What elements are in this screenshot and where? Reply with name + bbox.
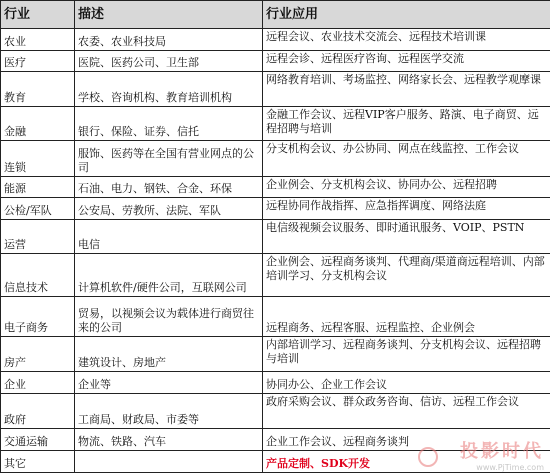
description-cell: 农委、农业科技局 xyxy=(75,29,263,51)
industry-cell: 其它 xyxy=(1,451,75,473)
description-cell: 银行、保险、证券、信托 xyxy=(75,106,263,140)
industry-cell: 农业 xyxy=(1,29,75,51)
application-cell: 远程会诊、远程医疗咨询、远程医学交流 xyxy=(263,50,550,72)
industry-cell: 连锁 xyxy=(1,141,75,177)
header-industry: 行业 xyxy=(1,1,75,29)
table-row xyxy=(1,297,550,337)
description-cell: 公安局、劳教所、法院、军队 xyxy=(75,198,263,220)
description-cell: 企业等 xyxy=(75,371,263,394)
description-cell: 建筑设计、房地产 xyxy=(75,337,263,371)
industry-cell: 运营 xyxy=(1,219,75,253)
table-row xyxy=(1,198,550,220)
table-row xyxy=(1,176,550,198)
table-row xyxy=(1,72,550,106)
description-cell: 学校、咨询机构、教育培训机构 xyxy=(75,72,263,106)
application-cell: 内部培训学习、远程商务谈判、分支机构会议、远程招聘与培训 xyxy=(263,337,550,371)
industry-cell: 政府 xyxy=(1,394,75,428)
application-cell: 企业工作会议、远程商务谈判 xyxy=(263,428,550,451)
industry-cell: 教育 xyxy=(1,72,75,106)
industry-cell: 金融 xyxy=(1,106,75,140)
header-application: 行业应用 xyxy=(263,1,550,29)
table-row xyxy=(1,337,550,371)
application-cell: 金融工作会议、远程VIP客户服务、路演、电子商贸、远程招聘与培训 xyxy=(263,106,550,140)
table-row xyxy=(1,141,550,177)
application-cell: 分支机构会议、办公协同、网点在线监控、工作会议 xyxy=(263,141,550,177)
watermark-logo-icon xyxy=(418,447,438,467)
application-cell: 政府采购会议、群众政务咨询、信访、远程工作会议 xyxy=(263,394,550,428)
industry-cell: 公检/军队 xyxy=(1,198,75,220)
application-cell: 企业例会、分支机构会议、协同办公、远程招聘 xyxy=(263,176,550,198)
table-row xyxy=(1,106,550,140)
application-cell: 企业例会、远程商务谈判、代理商/渠道商远程培训、内部培训学习、分支机构会议 xyxy=(263,254,550,297)
industry-cell: 能源 xyxy=(1,176,75,198)
table-row xyxy=(1,254,550,297)
table-row xyxy=(1,50,550,72)
industry-cell: 交通运输 xyxy=(1,428,75,451)
application-cell: 产品定制、SDK开发 xyxy=(263,451,550,473)
description-cell: 贸易，以视频会议为载体进行商贸往来的公司 xyxy=(75,297,263,337)
application-cell: 远程协同作战指挥、应急指挥调度、网络法庭 xyxy=(263,198,550,220)
description-cell: 服饰、医药等在全国有营业网点的公司 xyxy=(75,141,263,177)
industry-cell: 信息技术 xyxy=(1,254,75,297)
application-cell: 远程会议、农业技术交流会、远程技术培训课 xyxy=(263,29,550,51)
description-cell: 计算机软件/硬件公司，互联网公司 xyxy=(75,254,263,297)
watermark-text: 投影时代 xyxy=(460,441,544,462)
application-cell: 网络教育培训、考场监控、网络家长会、远程教学观摩课 xyxy=(263,72,550,106)
table-row xyxy=(1,371,550,394)
description-cell: 石油、电力、钢铁、合金、环保 xyxy=(75,176,263,198)
description-cell: 物流、铁路、汽车 xyxy=(75,428,263,451)
header-description: 描述 xyxy=(75,1,263,29)
industry-cell: 企业 xyxy=(1,371,75,394)
watermark xyxy=(460,437,544,472)
description-cell: 医院、医药公司、卫生部 xyxy=(75,50,263,72)
table-row xyxy=(1,394,550,428)
description-cell xyxy=(75,451,263,473)
application-cell: 协同办公、企业工作会议 xyxy=(263,371,550,394)
table-header-row xyxy=(1,1,550,29)
watermark-url: www.PjTime.com xyxy=(476,463,544,472)
industry-cell: 医疗 xyxy=(1,50,75,72)
application-cell: 远程商务、远程客服、远程监控、企业例会 xyxy=(263,297,550,337)
description-cell: 工商局、财政局、市委等 xyxy=(75,394,263,428)
table-row xyxy=(1,219,550,253)
application-cell: 电信级视频会议服务、即时通讯服务、VOIP、PSTN xyxy=(263,219,550,253)
industry-cell: 电子商务 xyxy=(1,297,75,337)
industry-cell: 房产 xyxy=(1,337,75,371)
description-cell: 电信 xyxy=(75,219,263,253)
table-row xyxy=(1,29,550,51)
